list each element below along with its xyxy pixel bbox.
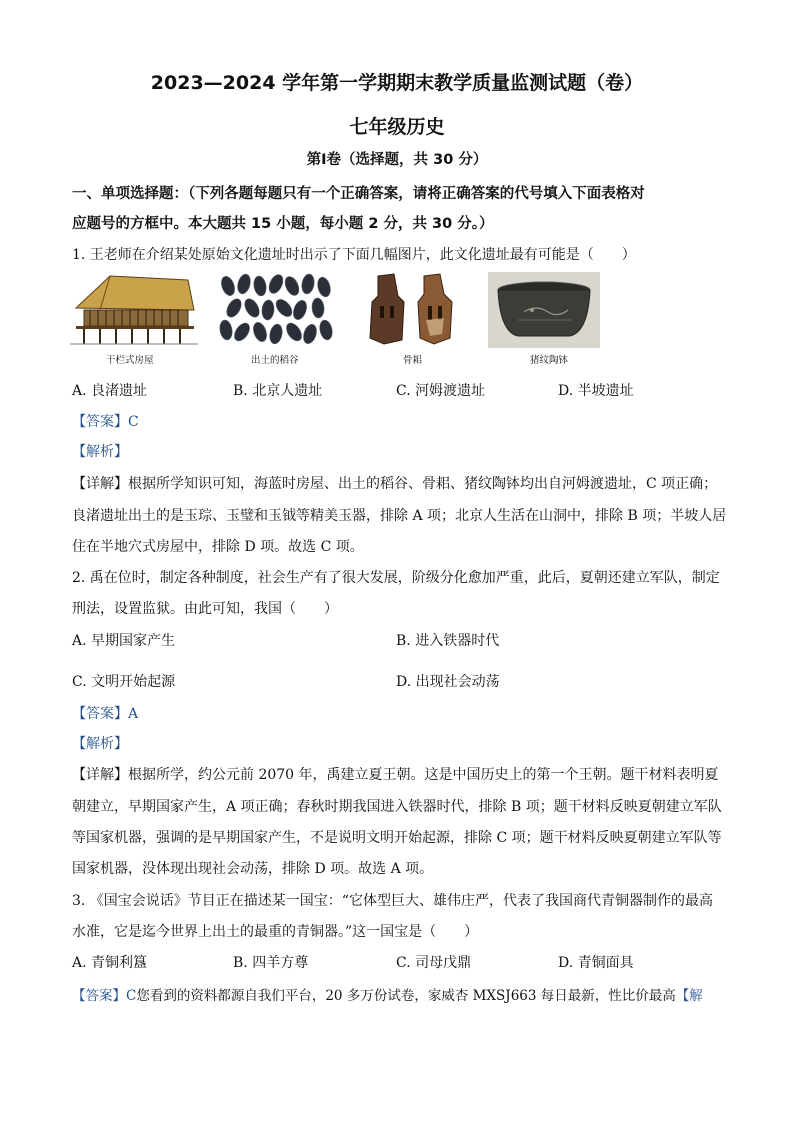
caption-pottery-bowl: 猪纹陶钵: [530, 355, 569, 366]
q1-answer: 【答案】C: [72, 414, 139, 430]
stilt-house-image: [70, 272, 198, 348]
section-instruction-line1: 一、单项选择题：（下列各题每题只有一个正确答案，请将正确答案的代号填入下面表格对: [72, 186, 645, 202]
q2-option-a: A. 早期国家产生: [72, 633, 176, 649]
caption-rice-grains: 出土的稻谷: [251, 355, 299, 366]
q1-option-b: B. 北京人遗址: [233, 383, 323, 399]
q2-stem-line2: 刑法，设置监狱。由此可知，我国（ ）: [72, 601, 338, 617]
footer-tail: 【解: [675, 988, 703, 1004]
q3-option-b: B. 四羊方尊: [233, 955, 309, 971]
part-heading: 第Ⅰ卷（选择题，共 30 分）: [306, 152, 488, 168]
q3-stem-line1: 3. 《国宝会说话》节目正在描述某一国宝：“它体型巨大、雄伟庄严，代表了我国商代青铜器制作的最高: [72, 893, 713, 909]
pottery-bowl-image: [488, 272, 600, 348]
q3-option-d: D. 青铜面具: [558, 955, 634, 971]
q1-analysis-label: 【解析】: [72, 444, 128, 460]
exam-subtitle: 七年级历史: [349, 116, 445, 138]
exam-title: 2023—2024 学年第一学期期末教学质量监测试题（卷）: [150, 72, 644, 94]
q3-option-c: C. 司母戊鼎: [396, 955, 472, 971]
q2-detail-line4: 国家机器，没体现出现社会动荡，排除 D 项。故选 A 项。: [72, 861, 434, 877]
q1-detail-line2: 良渚遗址出土的是玉琮、玉璧和玉钺等精美玉器，排除 A 项；北京人生活在山洞中，排除 B 项；半坡人居: [72, 508, 727, 524]
q2-stem-line1: 2. 禹在位时，制定各种制度，社会生产有了很大发展，阶级分化愈加严重，此后，夏朝还建立军队，制定: [72, 570, 720, 586]
q3-stem-line2: 水准，它是迄今世界上出土的最重的青铜器。”这一国宝是（ ）: [72, 924, 479, 940]
q1-option-a: A. 良渚遗址: [72, 383, 148, 399]
footer-promo-text: 您看到的资料都源自我们平台，20 多万份试卷，家威杏 MXSJ663 每日最新，性比价最高: [136, 988, 676, 1004]
q3-answer-line: [72, 984, 703, 1004]
q1-option-c: C. 河姆渡遗址: [396, 383, 486, 399]
q2-option-b: B. 进入铁器时代: [396, 633, 500, 649]
caption-bone-spade: 骨耜: [403, 355, 423, 366]
q3-answer: 【答案】C: [72, 988, 137, 1004]
section-instruction-line2: 应题号的方框中。本大题共 15 小题，每小题 2 分，共 30 分。）: [72, 216, 494, 232]
caption-stilt-house: 干栏式房屋: [106, 355, 154, 366]
q2-analysis-label: 【解析】: [72, 736, 128, 752]
q2-option-c: C. 文明开始起源: [72, 674, 176, 690]
rice-grains-image: [214, 272, 338, 348]
q1-detail-line1: 【详解】根据所学知识可知，海蓝时房屋、出土的稻谷、骨耜、猪纹陶钵均出自河姆渡遗址，C 项正确；: [72, 476, 718, 492]
q2-option-d: D. 出现社会动荡: [396, 674, 500, 690]
q1-detail-line3: 住在半地穴式房屋中，排除 D 项。故选 C 项。: [72, 539, 364, 555]
q2-answer: 【答案】A: [72, 706, 139, 722]
q2-detail-line3: 等国家机器，强调的是早期国家产生，不是说明文明开始起源，排除 C 项；题干材料反映夏朝建立军队等: [72, 830, 722, 846]
q2-detail-line2: 朝建立，早期国家产生，A 项正确；春秋时期我国进入铁器时代，排除 B 项；题干材料反映夏朝建立军队: [72, 799, 722, 815]
q3-option-a: A. 青铜利簋: [72, 955, 148, 971]
q2-detail-line1: 【详解】根据所学，约公元前 2070 年，禹建立夏王朝。这是中国历史上的第一个王朝。题干材料表明夏: [72, 767, 719, 783]
q1-option-d: D. 半坡遗址: [558, 383, 634, 399]
q1-stem: 1. 王老师在介绍某处原始文化遗址时出示了下面几幅图片，此文化遗址最有可能是（ ）: [72, 247, 636, 263]
bone-spade-image: [364, 272, 460, 348]
